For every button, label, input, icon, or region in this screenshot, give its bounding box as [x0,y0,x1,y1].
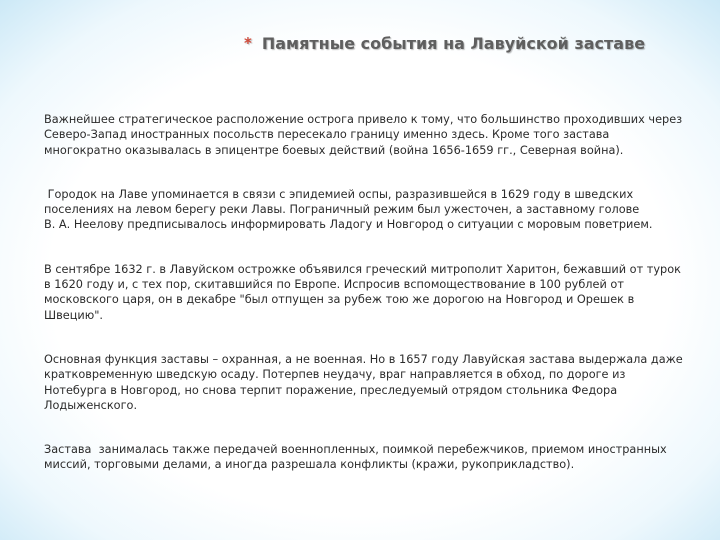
title-bullet-icon: * [244,34,252,52]
paragraph-smallpox-epidemic: Городок на Лаве упоминается в связи с эпидемией оспы, разразившейся в 1629 году в шведских поселениях на левом берегу реки Лавы. Пограничный режим был ужесточен, а заставному голове В. А. Неелову предписывалось информировать Ладогу и Новгород о ситуации с моровым поветрием. [44,187,683,232]
paragraph-swedish-siege: Основная функция заставы – охранная, а не военная. Но в 1657 году Лавуйская застава выдержала даже кратковременную шведскую осаду. Потерпев неудачу, враг направляется в обход, по дороге из Нотебурга в Новгород, но снова терпит поражение, преследуемый отрядом стольника Федора Лодыженского. [44,352,687,412]
paragraph-strategic-location: Важнейшее стратегическое расположение острога привело к тому, что большинство проходивших через Северо-Запад иностранных посольств пересекало границу именно здесь. Кроме того застава многократно оказывалась в эпицентре боевых действий (война 1656-1659 гг., Северная война). [44,113,686,157]
slide-title-text: Памятные события на Лавуйской заставе [261,34,646,53]
paragraph-other-functions: Застава занималась также передачей военнопленных, поимкой перебежчиков, приемом иностранных миссий, торговыми делами, а иногда разрешала конфликты (кражи, рукоприкладство). [44,443,671,472]
paragraph-metropolitan-khariton: В сентябре 1632 г. в Лавуйском острожке объявился греческий митрополит Харитон, бежавший от турок в 1620 году и, с тех пор, скитавшийся по Европе. Испросив вспомоществование в 100 рублей от московского царя, он в декабре "был отпущен за рубеж тою же дорогою на Новгород и Орешек в Швецию". [44,262,685,322]
slide-body [44,112,687,473]
slide-title [244,34,645,53]
